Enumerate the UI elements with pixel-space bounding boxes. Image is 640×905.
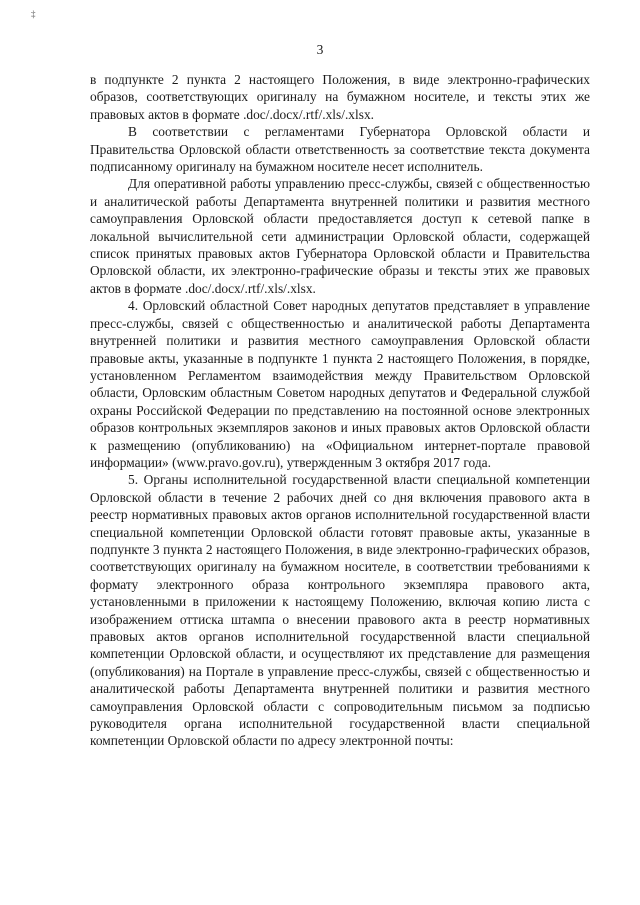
paragraph-item-5: 5. Органы исполнительной государственной власти специальной компетенции Орловской области в течение 2 рабочих дней со дня включения правового акта в реестр нормативных правовых актов органов исполнительной государственной власти специальной компетенции Орловской области готовят правовые акты, указанные в подпункте 3 пункта 2 настоящего Положения, в виде электронно-графических образов, соответствующих оригиналу на бумажном носителе, в соответствии требованиями к формату электронного образа контрольного экземпляра правового акта, установленными в приложении к настоящему Положению, включая копию листа с изображением оттиска штампа о внесении правового акта в реестр нормативных правовых актов органов исполнительной государственной власти специальной компетенции Орловской области, и осуществляют их представление для размещения (опубликования) на Портале в управление пресс-службы, связей с общественностью и аналитической работы Департамента внутренней политики и развития местного самоуправления Орловской области с сопроводительным письмом за подписью руководителя органа исполнительной государственной власти специальной компетенции Орловской области по адресу электронной почты: [90, 472, 590, 749]
page-number: 3 [316, 42, 324, 57]
paragraph-item-4: 4. Орловский областной Совет народных депутатов представляет в управление пресс-службы, связей с общественностью и аналитической работы Департамента внутренней политики и развития местного самоуправления Орловской области правовые акты, указанные в подпункте 1 пункта 2 настоящего Положения, в порядке, установленном Регламентом взаимодействия между Правительством Орловской области, Орловским областным Советом народных депутатов и Федеральной службой охраны Российской Федерации по представлению на постоянной основе электронных образов контрольных экземпляров законов и иных правовых актов Орловской области к размещению (опубликованию) на «Официальном интернет-портале правовой информации» (www.pravo.gov.ru), утвержденным 3 октября 2017 года. [90, 298, 590, 470]
document-body [90, 71, 590, 750]
paragraph-continuation: в подпункте 2 пункта 2 настоящего Положения, в виде электронно-графических образов, соответствующих оригиналу на бумажном носителе, и тексты этих же правовых актов в формате .doc/.docx/.rtf/.xls/.xlsx. [90, 72, 590, 122]
paragraph-responsibility: В соответствии с регламентами Губернатора Орловской области и Правительства Орловской области ответственность за соответствие текста документа подписанному оригиналу на бумажном носителе несет исполнитель. [90, 124, 590, 175]
paragraph-network-access: Для оперативной работы управлению пресс-службы, связей с общественностью и аналитической работы Департамента внутренней политики и развития местного самоуправления Орловской области предоставляется доступ к сетевой папке в локальной вычислительной сети администрации Орловской области, содержащей список принятых правовых актов Губернатора Орловской области и Правительства Орловской области, их электронно-графические образы и тексты этих же правовых актов в формате .doc/.docx/.rtf/.xls/.xlsx. [90, 176, 590, 296]
scan-corner-mark: ‡ [31, 9, 36, 19]
